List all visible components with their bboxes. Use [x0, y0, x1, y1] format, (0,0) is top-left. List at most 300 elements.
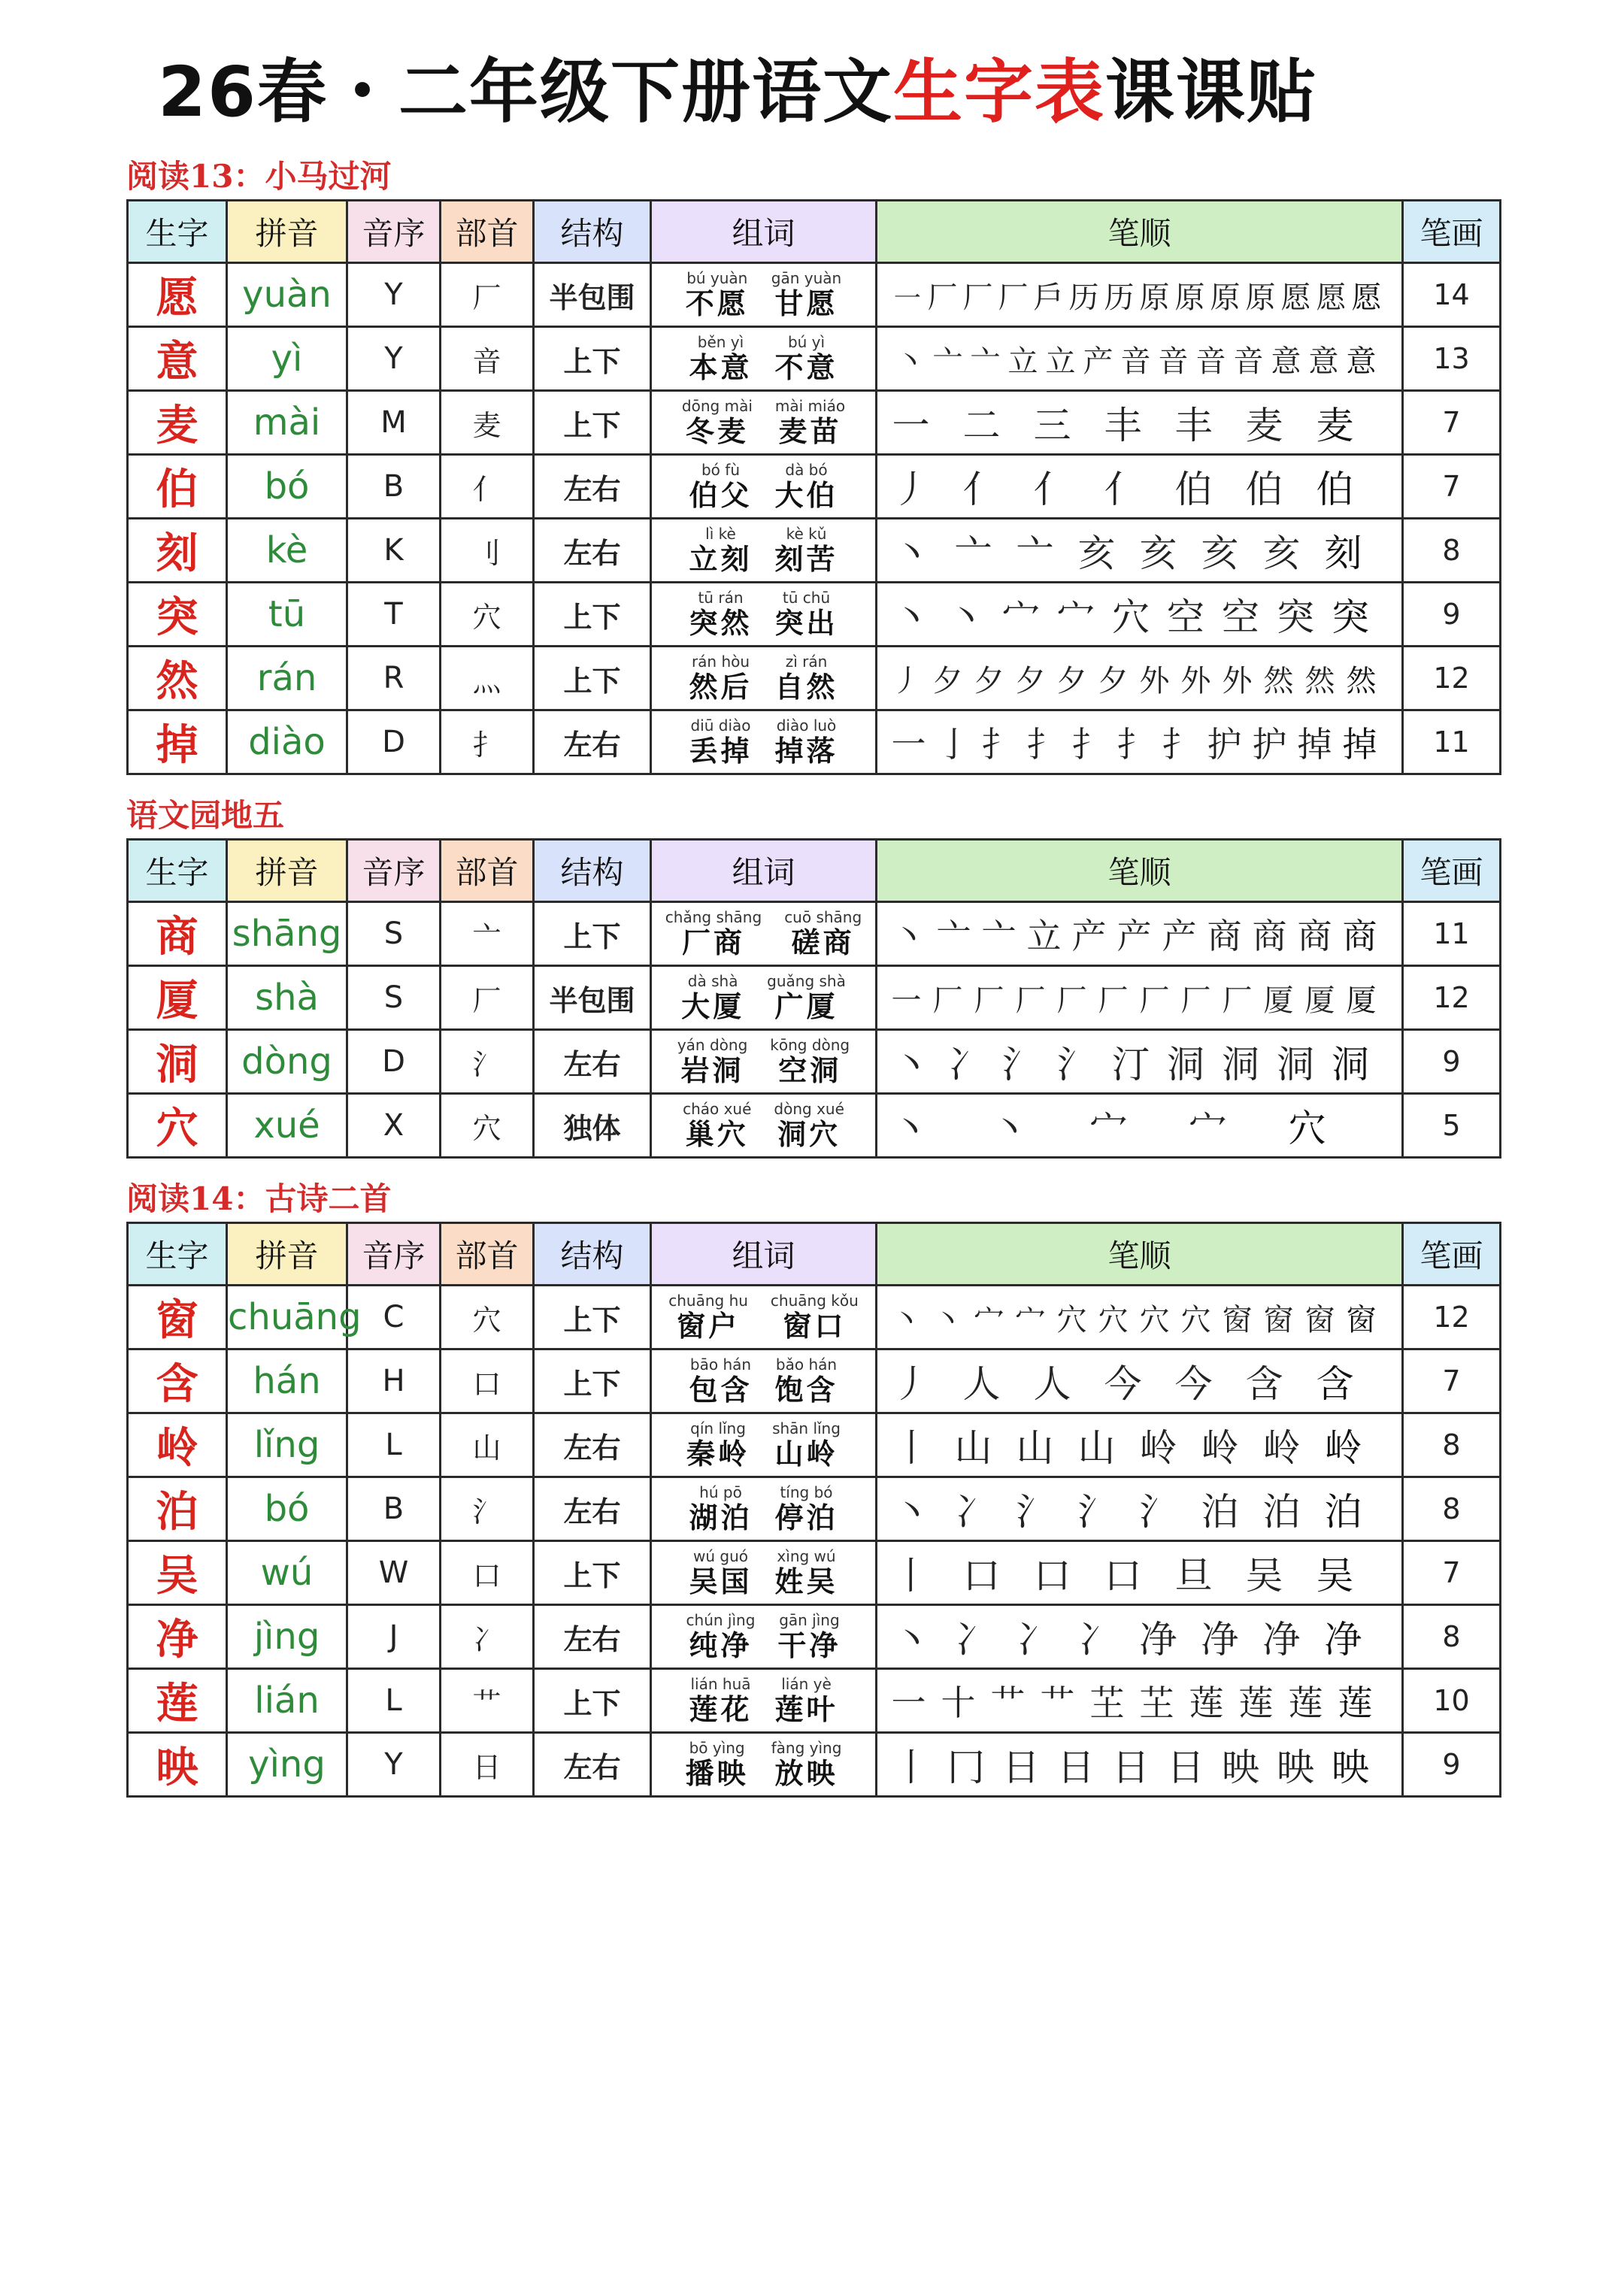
stroke-step: 亠	[936, 916, 971, 956]
stroke-step: 芏	[1139, 1683, 1174, 1723]
word	[775, 333, 838, 384]
stroke-step: 护	[1252, 724, 1287, 765]
word-pair	[652, 1419, 875, 1471]
radical-cell: 氵	[441, 1030, 534, 1094]
stroke-order-cell	[877, 1477, 1403, 1541]
stroke-count-cell: 7	[1403, 1349, 1501, 1413]
stroke-step: 厂	[1222, 983, 1253, 1018]
word	[775, 1675, 838, 1726]
word-pinyin: xìng wú	[777, 1547, 836, 1565]
stroke-count-cell: 9	[1403, 1733, 1501, 1797]
word	[681, 972, 744, 1023]
stroke-step: 亅	[936, 724, 971, 765]
stroke-order-cell	[877, 966, 1403, 1030]
stroke-count-cell: 13	[1403, 327, 1501, 391]
stroke-step: 护	[1207, 724, 1242, 765]
pinyin-cell: dòng	[227, 1030, 347, 1094]
header-radical: 部首	[441, 201, 534, 263]
words-cell	[651, 1413, 877, 1477]
word	[689, 1483, 752, 1534]
header-strokes: 笔顺	[877, 840, 1403, 902]
stroke-step: 愿	[1280, 280, 1311, 315]
stroke-step: 冫	[947, 1043, 985, 1086]
word-pinyin: kè kǔ	[786, 525, 827, 543]
stroke-step: 厦	[1304, 983, 1335, 1018]
stroke-step: 丶	[891, 916, 926, 956]
header-count: 笔画	[1403, 1223, 1501, 1286]
word-pinyin: wú guó	[692, 1547, 748, 1565]
word	[775, 525, 838, 576]
word-pinyin: tíng bó	[780, 1483, 833, 1501]
stroke-step: 人	[962, 1362, 1001, 1406]
pinyin-cell: wú	[227, 1541, 347, 1605]
words-cell	[651, 519, 877, 583]
word-pair	[652, 1292, 875, 1343]
section-title: 语文园地五	[126, 797, 285, 834]
word-hanzi: 自然	[774, 670, 838, 704]
char-cell: 麦	[128, 391, 227, 455]
stroke-step: 厂	[927, 280, 958, 315]
structure-cell: 上下	[534, 902, 651, 966]
word-hanzi: 秦岭	[686, 1437, 750, 1471]
stroke-count-cell: 7	[1403, 391, 1501, 455]
word-pinyin: lián huā	[690, 1675, 751, 1693]
structure-cell: 左右	[534, 1733, 651, 1797]
stroke-step: 泊	[1324, 1490, 1362, 1534]
structure-cell: 左右	[534, 1477, 651, 1541]
word-pinyin: kōng dòng	[770, 1036, 850, 1054]
stroke-step: 丿	[891, 663, 922, 698]
words-cell	[651, 1094, 877, 1158]
words-cell	[651, 455, 877, 519]
header-order: 音序	[347, 201, 441, 263]
stroke-step: 净	[1139, 1618, 1177, 1661]
stroke-step: 空	[1167, 595, 1204, 639]
word-hanzi: 窗户	[677, 1309, 741, 1343]
stroke-step: 氵	[1139, 1490, 1177, 1534]
structure-cell: 上下	[534, 1669, 651, 1733]
word	[775, 1483, 838, 1534]
words-cell	[651, 1669, 877, 1733]
stroke-step: 亥	[1077, 532, 1116, 575]
stroke-step: 音	[1120, 344, 1151, 379]
word	[689, 1675, 752, 1726]
words-cell	[651, 1541, 877, 1605]
word-pair	[652, 1675, 875, 1726]
stroke-step: 产	[1071, 916, 1107, 956]
stroke-order-cell	[877, 1733, 1403, 1797]
stroke-step: 丰	[1104, 404, 1142, 447]
stroke-step: 莲	[1238, 1683, 1274, 1723]
radical-cell: 灬	[441, 647, 534, 710]
word-pair	[652, 1355, 875, 1407]
header-pinyin: 拼音	[227, 201, 347, 263]
word	[686, 269, 749, 320]
structure-cell: 上下	[534, 1286, 651, 1349]
table-row	[128, 966, 1501, 1030]
stroke-step: 刻	[1324, 532, 1362, 575]
word-pair	[652, 525, 875, 576]
header-char: 生字	[128, 840, 227, 902]
stroke-step: 净	[1201, 1618, 1239, 1661]
radical-cell: 穴	[441, 1094, 534, 1158]
stroke-step: 亠	[970, 344, 1001, 379]
structure-cell: 半包围	[534, 263, 651, 327]
word-pinyin: chǎng shāng	[665, 908, 762, 926]
stroke-step: 厦	[1263, 983, 1294, 1018]
word-hanzi: 莲花	[689, 1692, 753, 1726]
stroke-step: 然	[1263, 663, 1294, 698]
word-hanzi: 掉落	[774, 734, 838, 768]
radical-cell: 厂	[441, 966, 534, 1030]
word-pinyin: cháo xué	[683, 1100, 752, 1118]
char-cell: 穴	[128, 1094, 227, 1158]
stroke-step: 穴	[1098, 1302, 1129, 1337]
char-cell: 然	[128, 647, 227, 710]
char-cell: 掉	[128, 710, 227, 774]
word	[775, 1547, 838, 1598]
pinyin-cell: lián	[227, 1669, 347, 1733]
word-pair	[652, 1483, 875, 1534]
order-cell: W	[347, 1541, 441, 1605]
char-cell: 突	[128, 583, 227, 647]
pinyin-cell: hán	[227, 1349, 347, 1413]
word-pinyin: chuāng kǒu	[770, 1292, 859, 1310]
stroke-step: 立	[1045, 344, 1076, 379]
stroke-step: 丶	[891, 1107, 929, 1150]
order-cell: K	[347, 519, 441, 583]
stroke-step: 原	[1245, 280, 1276, 315]
stroke-step: 莲	[1338, 1683, 1373, 1723]
structure-cell: 上下	[534, 327, 651, 391]
stroke-step: 伯	[1174, 468, 1213, 511]
structure-cell: 上下	[534, 1349, 651, 1413]
stroke-step: 愿	[1316, 280, 1347, 315]
word-hanzi: 厂商	[681, 925, 745, 959]
stroke-step: 外	[1180, 663, 1211, 698]
stroke-step: 丶	[892, 532, 931, 575]
radical-cell: 穴	[441, 583, 534, 647]
stroke-step: 突	[1332, 595, 1369, 639]
word-hanzi: 窗口	[783, 1309, 847, 1343]
order-cell: S	[347, 902, 441, 966]
stroke-count-cell: 8	[1403, 1413, 1501, 1477]
words-cell	[651, 1605, 877, 1669]
stroke-step: 然	[1304, 663, 1335, 698]
char-cell: 刻	[128, 519, 227, 583]
word-pinyin: qín lǐng	[690, 1419, 746, 1437]
word-hanzi: 立刻	[689, 542, 753, 576]
stroke-count-cell: 8	[1403, 519, 1501, 583]
stroke-step: 厂	[932, 983, 963, 1018]
word-pinyin: shān lǐng	[772, 1419, 841, 1437]
word-pair	[652, 269, 875, 320]
order-cell: L	[347, 1413, 441, 1477]
word-hanzi: 干净	[777, 1628, 841, 1662]
stroke-step: 穴	[1180, 1302, 1211, 1337]
word	[689, 461, 752, 512]
stroke-step: 泊	[1201, 1490, 1239, 1534]
stroke-count-cell: 7	[1403, 1541, 1501, 1605]
radical-cell: 亻	[441, 455, 534, 519]
stroke-step: 夕	[1098, 663, 1129, 698]
pinyin-cell: shà	[227, 966, 347, 1030]
words-cell	[651, 1477, 877, 1541]
stroke-step: 历	[1104, 280, 1135, 315]
word-hanzi: 放映	[774, 1756, 838, 1790]
stroke-step: 扌	[1162, 724, 1197, 765]
stroke-step: 今	[1104, 1362, 1142, 1406]
title-part3: 课课贴	[1105, 52, 1318, 132]
structure-cell: 上下	[534, 1541, 651, 1605]
order-cell: J	[347, 1605, 441, 1669]
stroke-step: 亠	[932, 344, 963, 379]
stroke-step: 一	[891, 983, 922, 1018]
word-hanzi: 洞穴	[777, 1117, 841, 1151]
stroke-step: 立	[1007, 344, 1038, 379]
stroke-step: 窗	[1263, 1302, 1294, 1337]
pinyin-cell: kè	[227, 519, 347, 583]
stroke-step: 洞	[1332, 1043, 1369, 1086]
header-words: 组词	[651, 840, 877, 902]
structure-cell: 半包围	[534, 966, 651, 1030]
header-strokes: 笔顺	[877, 1223, 1403, 1286]
radical-cell: 刂	[441, 519, 534, 583]
stroke-step: 氵	[1057, 1043, 1095, 1086]
header-count: 笔画	[1403, 201, 1501, 263]
word-pinyin: chún jìng	[686, 1611, 756, 1629]
stroke-step: 汀	[1112, 1043, 1150, 1086]
stroke-step: 音	[1158, 344, 1189, 379]
word-hanzi: 广厦	[774, 989, 838, 1023]
word	[677, 1036, 747, 1087]
word-hanzi: 吴国	[689, 1564, 753, 1598]
words-cell	[651, 391, 877, 455]
word-pair	[652, 908, 875, 959]
table-row	[128, 1541, 1501, 1605]
header-pinyin: 拼音	[227, 1223, 347, 1286]
stroke-step: 空	[1222, 595, 1259, 639]
character-table	[126, 838, 1501, 1159]
word-pinyin: chuāng hu	[668, 1292, 748, 1310]
char-cell: 洞	[128, 1030, 227, 1094]
stroke-step: 商	[1342, 916, 1377, 956]
stroke-step: 伯	[1245, 468, 1283, 511]
title-part2: 生字表	[893, 52, 1106, 132]
word-pair	[652, 653, 875, 704]
stroke-order-cell	[877, 1094, 1403, 1158]
order-cell: D	[347, 710, 441, 774]
char-cell: 莲	[128, 1669, 227, 1733]
stroke-step: 伯	[1316, 468, 1354, 511]
word	[771, 1739, 842, 1790]
pinyin-cell: yì	[227, 327, 347, 391]
stroke-order-cell	[877, 1286, 1403, 1349]
structure-cell: 上下	[534, 583, 651, 647]
word-pinyin: yán dòng	[677, 1036, 748, 1054]
word-hanzi: 空洞	[778, 1053, 842, 1087]
radical-cell: 冫	[441, 1605, 534, 1669]
stroke-step: 芏	[1089, 1683, 1125, 1723]
stroke-step: 山	[1016, 1426, 1054, 1470]
stroke-step: 外	[1222, 663, 1253, 698]
stroke-count-cell: 9	[1403, 583, 1501, 647]
word	[775, 589, 838, 640]
stroke-step: 冂	[947, 1746, 985, 1789]
stroke-step: 丶	[990, 1107, 1029, 1150]
pinyin-cell: bó	[227, 455, 347, 519]
header-row	[128, 201, 1501, 263]
stroke-step: 扌	[1026, 724, 1062, 765]
stroke-order-cell	[877, 902, 1403, 966]
stroke-step: 厂	[1056, 983, 1087, 1018]
stroke-step: 丰	[1174, 404, 1213, 447]
stroke-step: 宀	[1057, 595, 1095, 639]
word-pinyin: lì kè	[705, 525, 736, 543]
header-words: 组词	[651, 1223, 877, 1286]
table-row	[128, 519, 1501, 583]
words-cell	[651, 1349, 877, 1413]
stroke-step: 丿	[892, 1362, 930, 1406]
stroke-step: 商	[1297, 916, 1332, 956]
stroke-step: 亥	[1201, 532, 1239, 575]
words-cell	[651, 647, 877, 710]
word-pinyin: gān yuàn	[771, 269, 842, 287]
stroke-step: 产	[1083, 344, 1113, 379]
stroke-step: 夕	[932, 663, 963, 698]
structure-cell: 左右	[534, 1605, 651, 1669]
word	[689, 525, 752, 576]
stroke-step: 日	[1167, 1746, 1204, 1789]
stroke-step: 穴	[1139, 1302, 1170, 1337]
header-count: 笔画	[1403, 840, 1501, 902]
word-hanzi: 伯父	[689, 478, 753, 512]
word-pair	[652, 1611, 875, 1662]
word-pinyin: cuō shāng	[784, 908, 862, 926]
order-cell: B	[347, 455, 441, 519]
word-pinyin: dà shà	[687, 972, 738, 990]
word-pinyin: lián yè	[781, 1675, 832, 1693]
stroke-step: 口	[1104, 1554, 1142, 1598]
order-cell: L	[347, 1669, 441, 1733]
words-cell	[651, 966, 877, 1030]
word-pinyin: guǎng shà	[767, 972, 846, 990]
header-structure: 结构	[534, 840, 651, 902]
stroke-step: 宀	[1015, 1302, 1046, 1337]
words-cell	[651, 327, 877, 391]
char-cell: 厦	[128, 966, 227, 1030]
character-table	[126, 199, 1501, 775]
stroke-order-cell	[877, 710, 1403, 774]
word-pair	[652, 1547, 875, 1598]
stroke-step: 洞	[1277, 1043, 1314, 1086]
word-pair	[652, 972, 875, 1023]
word-hanzi: 纯净	[689, 1628, 753, 1662]
word-hanzi: 麦苗	[778, 414, 842, 448]
stroke-step: 历	[1068, 280, 1099, 315]
radical-cell: 穴	[441, 1286, 534, 1349]
stroke-step: 夕	[1056, 663, 1087, 698]
char-cell: 意	[128, 327, 227, 391]
word	[689, 1547, 752, 1598]
header-strokes: 笔顺	[877, 201, 1403, 263]
stroke-step: 一	[891, 1683, 926, 1723]
header-pinyin: 拼音	[227, 840, 347, 902]
stroke-step: 宀	[1089, 1107, 1128, 1150]
word-pair	[652, 1100, 875, 1151]
char-cell: 商	[128, 902, 227, 966]
header-structure: 结构	[534, 201, 651, 263]
stroke-count-cell: 12	[1403, 647, 1501, 710]
char-cell: 吴	[128, 1541, 227, 1605]
pinyin-cell: lǐng	[227, 1413, 347, 1477]
word	[775, 653, 838, 704]
word-hanzi: 姓吴	[774, 1564, 838, 1598]
pinyin-cell: jìng	[227, 1605, 347, 1669]
stroke-count-cell: 8	[1403, 1477, 1501, 1541]
header-order: 音序	[347, 840, 441, 902]
word	[772, 1419, 841, 1471]
order-cell: D	[347, 1030, 441, 1094]
char-cell: 窗	[128, 1286, 227, 1349]
structure-cell: 上下	[534, 647, 651, 710]
stroke-order-cell	[877, 583, 1403, 647]
word-pinyin: dōng mài	[681, 397, 753, 415]
stroke-step: 夕	[974, 663, 1004, 698]
stroke-step: 丶	[892, 1490, 931, 1534]
stroke-step: 亻	[1033, 468, 1071, 511]
word-pinyin: bǎo hán	[775, 1355, 838, 1374]
word	[665, 908, 762, 959]
stroke-order-cell	[877, 1605, 1403, 1669]
word	[774, 1100, 844, 1151]
table-row	[128, 1413, 1501, 1477]
stroke-step: 穴	[1112, 595, 1150, 639]
word-hanzi: 停泊	[774, 1501, 838, 1534]
stroke-step: 山	[954, 1426, 992, 1470]
stroke-step: 戶	[1033, 280, 1064, 315]
stroke-step: 丶	[892, 1043, 930, 1086]
stroke-count-cell: 14	[1403, 263, 1501, 327]
stroke-step: 丨	[892, 1426, 931, 1470]
stroke-step: 三	[1033, 404, 1071, 447]
radical-cell: 扌	[441, 710, 534, 774]
table-row	[128, 583, 1501, 647]
stroke-step: 原	[1174, 280, 1205, 315]
stroke-step: 冫	[1077, 1618, 1116, 1661]
header-structure: 结构	[534, 1223, 651, 1286]
stroke-count-cell: 10	[1403, 1669, 1501, 1733]
stroke-step: 日	[1002, 1746, 1040, 1789]
stroke-step: 丶	[895, 344, 926, 379]
stroke-step: 厦	[1346, 983, 1377, 1018]
word-pinyin: diào luò	[776, 716, 837, 735]
stroke-step: 亠	[981, 916, 1017, 956]
word-hanzi: 山岭	[774, 1437, 838, 1471]
stroke-step: 厂	[1180, 983, 1211, 1018]
word-hanzi: 大伯	[774, 478, 838, 512]
table-row	[128, 647, 1501, 710]
stroke-step: 产	[1162, 916, 1197, 956]
stroke-step: 掉	[1342, 724, 1377, 765]
stroke-step: 厂	[1139, 983, 1170, 1018]
structure-cell: 左右	[534, 710, 651, 774]
stroke-count-cell: 5	[1403, 1094, 1501, 1158]
word-hanzi: 饱含	[774, 1373, 838, 1407]
stroke-order-cell	[877, 1669, 1403, 1733]
stroke-step: 窗	[1222, 1302, 1253, 1337]
word-pair	[652, 1739, 875, 1790]
